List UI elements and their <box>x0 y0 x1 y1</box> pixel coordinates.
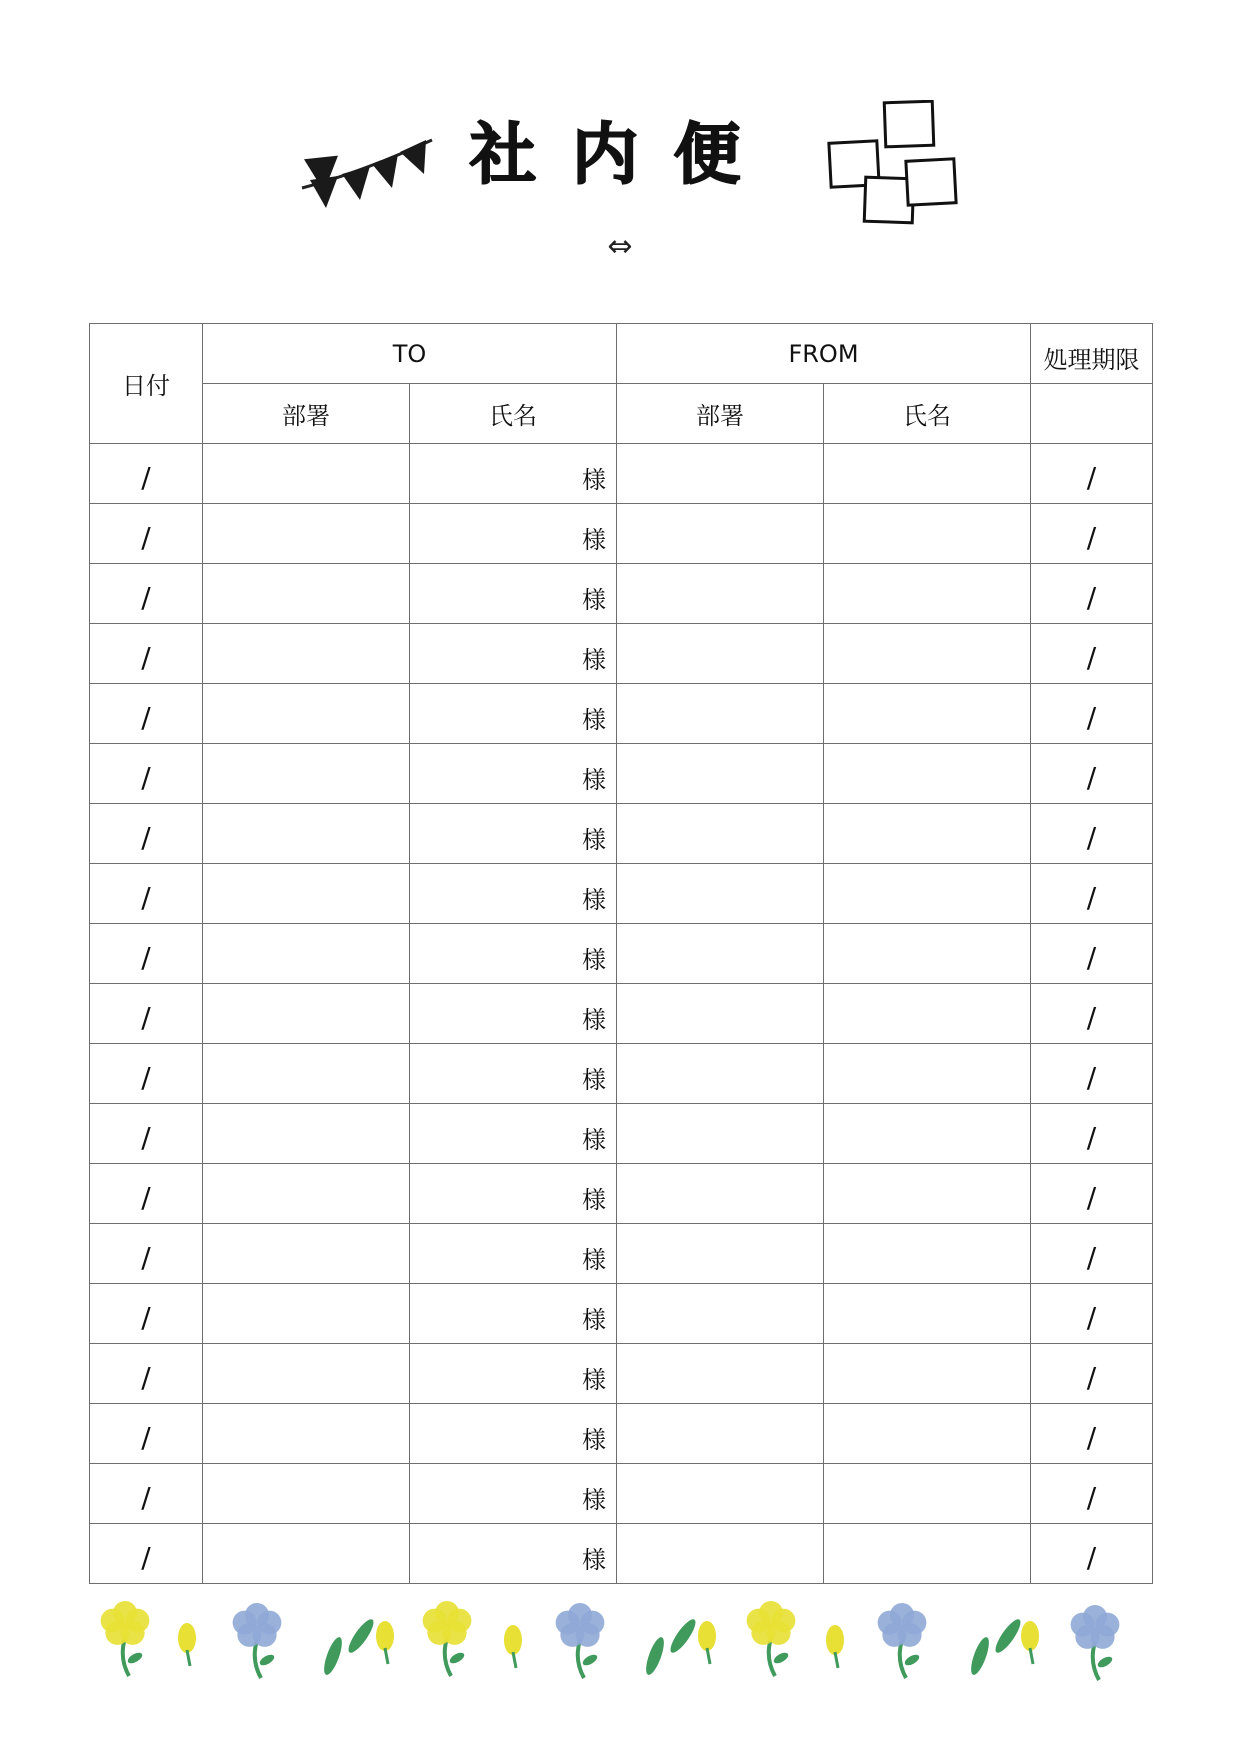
date-slash: / <box>141 1001 151 1034</box>
from-name-cell[interactable] <box>824 504 1031 564</box>
from-name-cell[interactable] <box>824 1044 1031 1104</box>
deadline-cell[interactable] <box>1031 1224 1153 1284</box>
table-row <box>90 504 1153 564</box>
from-dept-cell[interactable] <box>617 684 824 744</box>
bud-11 <box>826 1625 844 1655</box>
flower-7-leaf <box>581 1653 599 1668</box>
flower-10-petal <box>747 1609 771 1633</box>
leaves-3-a <box>321 1635 346 1677</box>
flower-2-petal <box>233 1611 257 1635</box>
to-dept-cell[interactable] <box>203 1344 410 1404</box>
deadline-cell[interactable] <box>1031 1464 1153 1524</box>
date-cell[interactable] <box>90 1044 203 1104</box>
to-dept-cell[interactable] <box>203 984 410 1044</box>
deadline-cell[interactable] <box>1031 1164 1153 1224</box>
to-dept-cell[interactable] <box>203 684 410 744</box>
flower-7-petal <box>556 1611 580 1635</box>
from-dept-cell[interactable] <box>617 1044 824 1104</box>
to-name-cell[interactable] <box>410 1044 617 1104</box>
to-name-cell[interactable] <box>410 1404 617 1464</box>
table-row <box>90 1044 1153 1104</box>
honorific-sama: 様 <box>582 946 606 974</box>
bud-11-stem <box>835 1652 838 1668</box>
deadline-slash: / <box>1086 641 1097 674</box>
flower-5-leaf <box>448 1651 466 1666</box>
to-dept-cell[interactable] <box>203 1164 410 1224</box>
from-dept-cell[interactable] <box>617 984 824 1044</box>
from-dept-cell[interactable] <box>617 804 824 864</box>
leaves-8-b <box>667 1616 700 1656</box>
to-dept-cell[interactable] <box>203 1284 410 1344</box>
to-dept-cell[interactable] <box>203 1464 410 1524</box>
date-slash: / <box>141 941 151 974</box>
from-name-cell[interactable] <box>824 444 1031 504</box>
from-dept-cell[interactable] <box>617 624 824 684</box>
table-row <box>90 1404 1153 1464</box>
date-cell[interactable] <box>90 624 203 684</box>
bud-4-stem <box>385 1648 388 1664</box>
from-dept-cell[interactable] <box>617 1284 824 1344</box>
deadline-cell[interactable] <box>1031 564 1153 624</box>
from-name-cell[interactable] <box>824 564 1031 624</box>
deadline-cell[interactable] <box>1031 1284 1153 1344</box>
to-name-cell[interactable] <box>410 744 617 804</box>
from-name-cell[interactable] <box>824 924 1031 984</box>
date-cell[interactable] <box>90 1104 203 1164</box>
header-from-dept: 部署 <box>617 384 824 444</box>
title-area <box>0 100 1241 220</box>
to-name-cell[interactable] <box>410 684 617 744</box>
bunting-garland-icon <box>300 118 435 208</box>
honorific-sama: 様 <box>582 466 606 494</box>
bud-9-stem <box>707 1648 710 1664</box>
from-dept-cell[interactable] <box>617 924 824 984</box>
to-dept-cell[interactable] <box>203 864 410 924</box>
page-title: 社内便 <box>470 116 776 193</box>
to-name-cell[interactable] <box>410 1284 617 1344</box>
flower-12-petal <box>878 1611 902 1635</box>
to-name-cell[interactable] <box>410 444 617 504</box>
from-name-cell[interactable] <box>824 1344 1031 1404</box>
table-row <box>90 804 1153 864</box>
to-name-cell[interactable] <box>410 624 617 684</box>
table-row <box>90 684 1153 744</box>
date-slash: / <box>141 581 151 614</box>
flower-0-petal <box>101 1609 125 1633</box>
date-slash: / <box>141 1241 151 1274</box>
deadline-slash: / <box>1086 1121 1097 1154</box>
deadline-slash: / <box>1086 1181 1097 1214</box>
from-name-cell[interactable] <box>824 684 1031 744</box>
to-dept-cell[interactable] <box>203 1044 410 1104</box>
deadline-cell[interactable] <box>1031 924 1153 984</box>
flower-12-leaf <box>903 1653 921 1668</box>
to-name-cell[interactable] <box>410 504 617 564</box>
to-name-cell[interactable] <box>410 1464 617 1524</box>
to-name-cell[interactable] <box>410 864 617 924</box>
deadline-cell[interactable] <box>1031 444 1153 504</box>
flower-0-leaf <box>126 1651 144 1666</box>
deadline-cell[interactable] <box>1031 1104 1153 1164</box>
honorific-sama: 様 <box>582 706 606 734</box>
date-slash: / <box>141 821 151 854</box>
to-name-cell[interactable] <box>410 564 617 624</box>
date-cell[interactable] <box>90 984 203 1044</box>
date-cell[interactable] <box>90 504 203 564</box>
flower-5-petal <box>423 1609 447 1633</box>
leaves-13-b <box>992 1616 1025 1656</box>
honorific-sama: 様 <box>582 886 606 914</box>
leaves-3-b <box>345 1616 378 1656</box>
to-dept-cell[interactable] <box>203 1104 410 1164</box>
header-from: FROM <box>617 324 1031 384</box>
deadline-cell[interactable] <box>1031 1524 1153 1584</box>
honorific-sama: 様 <box>582 826 606 854</box>
from-name-cell[interactable] <box>824 1224 1031 1284</box>
flower-2-leaf <box>258 1653 276 1668</box>
deadline-cell[interactable] <box>1031 624 1153 684</box>
honorific-sama: 様 <box>582 586 606 614</box>
table-row <box>90 624 1153 684</box>
header-from-name: 氏名 <box>824 384 1031 444</box>
date-cell[interactable] <box>90 1524 203 1584</box>
table-row <box>90 1164 1153 1224</box>
date-slash: / <box>141 641 151 674</box>
deadline-slash: / <box>1086 941 1097 974</box>
table-row <box>90 444 1153 504</box>
date-slash: / <box>141 1181 151 1214</box>
bud-4 <box>376 1621 394 1651</box>
from-name-cell[interactable] <box>824 1524 1031 1584</box>
from-dept-cell[interactable] <box>617 1404 824 1464</box>
honorific-sama: 様 <box>582 1126 606 1154</box>
honorific-sama: 様 <box>582 1546 606 1574</box>
header-to-name: 氏名 <box>410 384 617 444</box>
deadline-cell[interactable] <box>1031 744 1153 804</box>
table-body <box>90 444 1153 1584</box>
deadline-slash: / <box>1086 1541 1097 1574</box>
from-dept-cell[interactable] <box>617 1464 824 1524</box>
from-name-cell[interactable] <box>824 1104 1031 1164</box>
table-row <box>90 564 1153 624</box>
date-slash: / <box>141 701 151 734</box>
table-row <box>90 924 1153 984</box>
to-name-cell[interactable] <box>410 1224 617 1284</box>
date-slash: / <box>141 1421 151 1454</box>
honorific-sama: 様 <box>582 1246 606 1274</box>
date-cell[interactable] <box>90 1164 203 1224</box>
to-dept-cell[interactable] <box>203 1524 410 1584</box>
date-slash: / <box>141 521 151 554</box>
from-dept-cell[interactable] <box>617 1224 824 1284</box>
to-dept-cell[interactable] <box>203 1404 410 1464</box>
header-deadline: 処理期限 <box>1031 324 1153 384</box>
table-row <box>90 1464 1153 1524</box>
table-row <box>90 1284 1153 1344</box>
from-name-cell[interactable] <box>824 1404 1031 1464</box>
date-cell[interactable] <box>90 1464 203 1524</box>
to-name-cell[interactable] <box>410 984 617 1044</box>
honorific-sama: 様 <box>582 1366 606 1394</box>
deadline-slash: / <box>1086 881 1097 914</box>
date-cell[interactable] <box>90 564 203 624</box>
table-row <box>90 744 1153 804</box>
deadline-slash: / <box>1086 821 1097 854</box>
to-name-cell[interactable] <box>410 924 617 984</box>
to-dept-cell[interactable] <box>203 444 410 504</box>
date-cell[interactable] <box>90 864 203 924</box>
to-dept-cell[interactable] <box>203 504 410 564</box>
deadline-slash: / <box>1086 581 1097 614</box>
header-to-dept: 部署 <box>203 384 410 444</box>
date-cell[interactable] <box>90 1404 203 1464</box>
deadline-slash: / <box>1086 1481 1097 1514</box>
deadline-slash: / <box>1086 1241 1097 1274</box>
to-name-cell[interactable] <box>410 1104 617 1164</box>
honorific-sama: 様 <box>582 1186 606 1214</box>
to-dept-cell[interactable] <box>203 804 410 864</box>
to-dept-cell[interactable] <box>203 564 410 624</box>
date-cell[interactable] <box>90 804 203 864</box>
deadline-cell[interactable] <box>1031 1044 1153 1104</box>
bud-6 <box>504 1625 522 1655</box>
deadline-slash: / <box>1086 1421 1097 1454</box>
bud-14 <box>1021 1621 1039 1651</box>
from-dept-cell[interactable] <box>617 744 824 804</box>
deadline-slash: / <box>1086 521 1097 554</box>
date-slash: / <box>141 1121 151 1154</box>
table-row <box>90 864 1153 924</box>
deadline-cell[interactable] <box>1031 504 1153 564</box>
from-name-cell[interactable] <box>824 1164 1031 1224</box>
flower-border-decoration <box>95 1598 1145 1698</box>
deadline-slash: / <box>1086 1001 1097 1034</box>
honorific-sama: 様 <box>582 1426 606 1454</box>
from-dept-cell[interactable] <box>617 864 824 924</box>
date-slash: / <box>141 1361 151 1394</box>
from-dept-cell[interactable] <box>617 564 824 624</box>
date-slash: / <box>141 461 151 494</box>
honorific-sama: 様 <box>582 646 606 674</box>
bud-14-stem <box>1030 1648 1033 1664</box>
bud-1 <box>178 1623 196 1653</box>
from-dept-cell[interactable] <box>617 1524 824 1584</box>
deadline-slash: / <box>1086 1361 1097 1394</box>
bud-6-stem <box>513 1652 516 1668</box>
deadline-slash: / <box>1086 1061 1097 1094</box>
to-name-cell[interactable] <box>410 1524 617 1584</box>
from-name-cell[interactable] <box>824 744 1031 804</box>
date-cell[interactable] <box>90 444 203 504</box>
from-name-cell[interactable] <box>824 984 1031 1044</box>
deadline-slash: / <box>1086 701 1097 734</box>
deadline-cell[interactable] <box>1031 684 1153 744</box>
to-name-cell[interactable] <box>410 804 617 864</box>
deadline-cell[interactable] <box>1031 864 1153 924</box>
from-name-cell[interactable] <box>824 1464 1031 1524</box>
to-name-cell[interactable] <box>410 1164 617 1224</box>
to-dept-cell[interactable] <box>203 744 410 804</box>
date-slash: / <box>141 761 151 794</box>
mail-log-table <box>89 323 1153 1584</box>
date-slash: / <box>141 1301 151 1334</box>
deadline-cell[interactable] <box>1031 1404 1153 1464</box>
from-name-cell[interactable] <box>824 624 1031 684</box>
to-dept-cell[interactable] <box>203 1224 410 1284</box>
from-dept-cell[interactable] <box>617 444 824 504</box>
date-cell[interactable] <box>90 744 203 804</box>
deadline-cell[interactable] <box>1031 1344 1153 1404</box>
leaves-8-a <box>643 1635 668 1677</box>
deadline-slash: / <box>1086 761 1097 794</box>
date-slash: / <box>141 1481 151 1514</box>
to-dept-cell[interactable] <box>203 624 410 684</box>
from-dept-cell[interactable] <box>617 1344 824 1404</box>
date-slash: / <box>141 881 151 914</box>
from-dept-cell[interactable] <box>617 1164 824 1224</box>
table-row <box>90 984 1153 1044</box>
deadline-slash: / <box>1086 1301 1097 1334</box>
date-cell[interactable] <box>90 1224 203 1284</box>
leaves-13-a <box>968 1635 993 1677</box>
date-cell[interactable] <box>90 1284 203 1344</box>
table-row <box>90 1224 1153 1284</box>
flower-15-petal <box>1071 1613 1095 1637</box>
table-row <box>90 1104 1153 1164</box>
to-name-cell[interactable] <box>410 1344 617 1404</box>
to-from-arrow: ⇔ <box>607 229 633 264</box>
flower-10-leaf <box>772 1651 790 1666</box>
header-to: TO <box>203 324 617 384</box>
deadline-cell[interactable] <box>1031 804 1153 864</box>
bud-1-stem <box>187 1650 190 1666</box>
date-cell[interactable] <box>90 684 203 744</box>
honorific-sama: 様 <box>582 766 606 794</box>
sticky-notes-icon <box>825 100 965 230</box>
date-cell[interactable] <box>90 924 203 984</box>
date-slash: / <box>141 1061 151 1094</box>
flower-15-leaf <box>1096 1655 1114 1670</box>
honorific-sama: 様 <box>582 1306 606 1334</box>
date-slash: / <box>141 1541 151 1574</box>
honorific-sama: 様 <box>582 1006 606 1034</box>
deadline-cell[interactable] <box>1031 984 1153 1044</box>
from-name-cell[interactable] <box>824 864 1031 924</box>
bud-9 <box>698 1621 716 1651</box>
header-deadline-blank <box>1031 384 1153 444</box>
from-name-cell[interactable] <box>824 1284 1031 1344</box>
from-name-cell[interactable] <box>824 804 1031 864</box>
table-row <box>90 1344 1153 1404</box>
to-dept-cell[interactable] <box>203 924 410 984</box>
honorific-sama: 様 <box>582 1486 606 1514</box>
date-cell[interactable] <box>90 1344 203 1404</box>
header-date: 日付 <box>90 324 203 444</box>
from-dept-cell[interactable] <box>617 504 824 564</box>
honorific-sama: 様 <box>582 526 606 554</box>
honorific-sama: 様 <box>582 1066 606 1094</box>
table-row <box>90 1524 1153 1584</box>
deadline-slash: / <box>1086 461 1097 494</box>
from-dept-cell[interactable] <box>617 1104 824 1164</box>
